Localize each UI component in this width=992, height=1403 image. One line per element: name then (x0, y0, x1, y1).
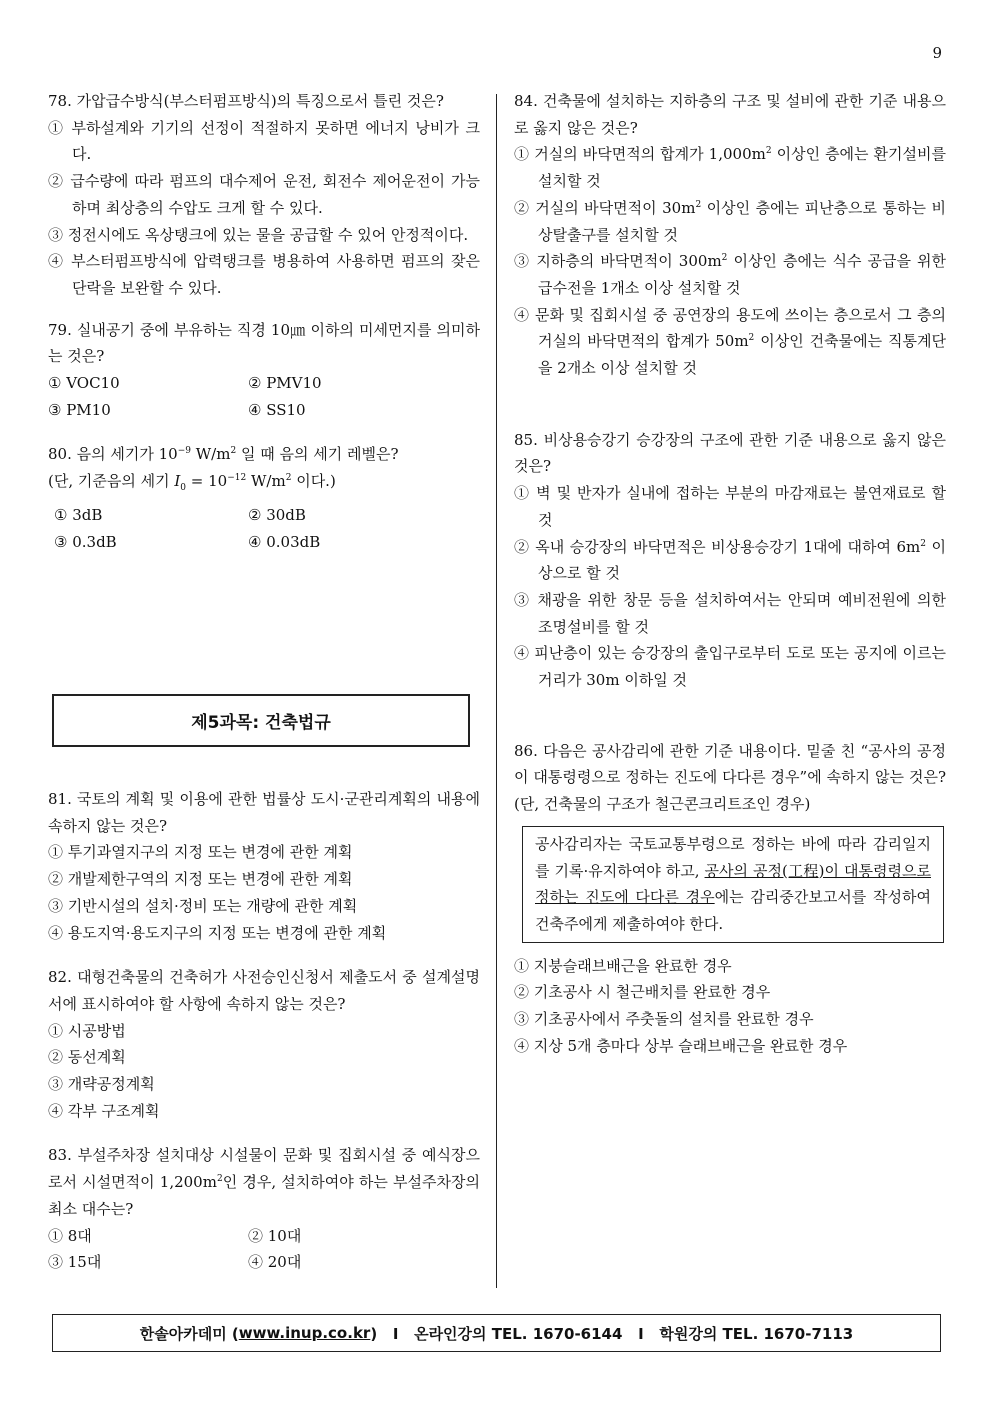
question-86 (514, 738, 946, 1060)
question-80-option-1: ① 3dB (54, 505, 103, 524)
question-82-option-2: ② 동선계획 (48, 1048, 126, 1067)
question-84 (514, 88, 946, 382)
question-79-option-2: ② PMV10 (248, 374, 322, 393)
question-86-option-4: ④ 지상 5개 층마다 상부 슬래브배근을 완료한 경우 (514, 1036, 848, 1055)
question-83-option-3: ③ 15대 (48, 1253, 102, 1272)
q84-o4-text: ④ 문화 및 집회시설 중 공연장의 용도에 쓰이는 층으로서 그 층의 거실의 바닥면적의 합계가 50m (514, 305, 946, 351)
question-83-option-4: ④ 20대 (248, 1253, 302, 1272)
subject-title-box: 제5과목: 건축법규 (52, 694, 470, 747)
q84-o1-text: ① 거실의 바닥면적의 합계가 1,000m (514, 145, 766, 164)
q80-intensity-symbol: I (174, 472, 181, 491)
question-82-option-4: ④ 각부 구조계획 (48, 1101, 160, 1120)
q84-o1-exponent: 2 (765, 146, 772, 157)
question-83-option-1: ① 8대 (48, 1226, 92, 1245)
question-78 (48, 88, 480, 302)
question-86-stem: 86. 다음은 공사감리에 관한 기준 내용이다. 밑줄 친 “공사의 공정이 대통령령으로 정하는 진도에 다다른 경우”에 속하지 않는 것은? (단, 건축물의 구조가 철근콘크리트조인 경우) (514, 741, 946, 814)
question-86-option-1: ① 지붕슬래브배근을 완료한 경우 (514, 956, 732, 975)
q84-o3-text: 이상인 층에는 식수 공급을 위한 급수전을 1개소 이상 설치할 것 (538, 252, 946, 297)
q86-box-underlined-text: 공사의 공정(工程)이 대통령령으로 정하는 진도에 다다른 경우 (535, 861, 931, 907)
question-82-stem: 82. 대형건축물의 건축허가 사전승인신청서 제출도서 중 설계설명서에 표시하여야 할 사항에 속하지 않는 것은? (48, 968, 480, 1013)
question-85 (514, 427, 946, 694)
question-80-option-3: ③ 0.3dB (54, 532, 117, 551)
q80-exponent: −9 (177, 446, 191, 457)
q83-stem-part: 83. 부설주차장 설치대상 시설물이 문화 및 집회시설 중 예식장으로서 시설면적이 1,200m (48, 1146, 480, 1192)
question-85-option-2 (514, 534, 946, 587)
q84-o1-text: 이상인 층에는 환기설비를 설치할 것 (538, 145, 946, 191)
q80-cond-part: 이다.) (291, 472, 336, 491)
q84-o2-text: 이상인 층에는 피난층으로 통하는 비상탈출구를 설치할 것 (538, 198, 946, 244)
question-84-option-2 (514, 195, 946, 248)
question-78-option-4: ④ 부스터펌프방식에 압력탱크를 병용하여 사용하면 펌프의 잦은 단락을 보완할 수 있다. (48, 252, 480, 297)
question-83-option-2: ② 10대 (248, 1226, 302, 1245)
q80-cond-unit: W/m (246, 472, 286, 491)
question-81-option-4: ④ 용도지역·용도지구의 지정 또는 변경에 관한 계획 (48, 923, 387, 942)
question-85-stem: 85. 비상용승강기 승강장의 구조에 관한 기준 내용으로 옳지 않은 것은? (514, 430, 946, 476)
question-81-option-1: ① 투기과열지구의 지정 또는 변경에 관한 계획 (48, 843, 353, 862)
footer-banner (52, 1314, 941, 1352)
question-79 (48, 317, 480, 424)
question-80-option-2: ② 30dB (248, 505, 306, 524)
question-78-stem: 78. 가압급수방식(부스터펌프방식)의 특징으로서 틀린 것은? (48, 92, 444, 110)
question-85-option-4: ④ 피난층이 있는 승강장의 출입구로부터 도로 또는 공지에 이르는 거리가 30m 이하일 것 (514, 644, 946, 690)
q84-o4-text: 이상인 건축물에는 직통계단을 2개소 이상 설치할 것 (538, 332, 946, 378)
question-79-option-3: ③ PM10 (48, 400, 111, 419)
left-column-lower (48, 786, 480, 1276)
question-81 (48, 786, 480, 946)
q83-stem-part: 인 경우, 설치하여야 하는 부설주차장의 최소 대수는? (48, 1173, 480, 1218)
question-79-option-1: ① VOC10 (48, 374, 120, 393)
question-83-options (48, 1223, 480, 1276)
question-86-option-2: ② 기초공사 시 철근배치를 완료한 경우 (514, 983, 771, 1002)
question-86-option-3: ③ 기초공사에서 주춧돌의 설치를 완료한 경우 (514, 1010, 814, 1029)
q80-unit: W/m (190, 445, 231, 464)
question-86-reference-box (522, 826, 944, 943)
left-column (48, 88, 480, 555)
question-84-stem: 84. 건축물에 설치하는 지하층의 구조 및 설비에 관한 기준 내용으로 옳지 않은 것은? (514, 92, 946, 137)
question-84-option-3 (514, 248, 946, 301)
q84-o3-exponent: 2 (721, 253, 728, 264)
footer-academy-name: 한솔아카데미 ( (139, 1324, 239, 1343)
question-82 (48, 964, 480, 1124)
question-80-condition (48, 468, 480, 502)
question-83-stem (48, 1142, 480, 1222)
page-number: 9 (932, 44, 942, 62)
question-79-options (48, 370, 480, 423)
q85-o2-exponent: 2 (920, 538, 926, 549)
question-80-option-4: ④ 0.03dB (248, 532, 321, 551)
q80-subscript: 0 (180, 483, 187, 494)
question-83 (48, 1142, 480, 1276)
column-divider (496, 94, 497, 1288)
question-84-option-1 (514, 141, 946, 194)
q84-o2-text: ② 거실의 바닥면적이 30m (514, 198, 696, 217)
question-82-option-1: ① 시공방법 (48, 1021, 126, 1040)
question-79-stem: 79. 실내공기 중에 부유하는 직경 10㎛ 이하의 미세먼지를 의미하는 것은? (48, 320, 480, 366)
q84-o4-exponent: 2 (748, 333, 755, 344)
question-78-option-1: ① 부하설계와 기기의 선정이 적절하지 못하면 에너지 낭비가 크다. (48, 118, 480, 164)
question-78-option-3: ③ 정전시에도 옥상탱크에 있는 물을 공급할 수 있어 안정적이다. (48, 225, 469, 244)
q85-o2-text: ② 옥내 승강장의 바닥면적은 비상용승강기 1대에 대하여 6m (514, 537, 921, 556)
question-81-stem: 81. 국토의 계획 및 이용에 관한 법률상 도시·군관리계획의 내용에 속하지 않는 것은? (48, 790, 480, 835)
q86-box-text: 공사감리자는 국토교통부령으로 정하는 바에 따라 감리일지를 기록·유지하여야 하고, (535, 834, 931, 880)
q84-o3-text: ③ 지하층의 바닥면적이 300m (514, 252, 722, 271)
question-80 (48, 441, 480, 555)
q80-cond-exponent: −12 (227, 473, 247, 484)
question-81-option-2: ② 개발제한구역의 지정 또는 변경에 관한 계획 (48, 870, 353, 889)
q80-cond-part: (단, 기준음의 세기 (48, 472, 175, 491)
question-84-option-4 (514, 302, 946, 382)
question-79-option-4: ④ SS10 (248, 400, 306, 419)
right-column (514, 88, 946, 1060)
footer-contact-info: ) I 온라인강의 TEL. 1670-6144 I 학원강의 TEL. 1670-7113 (370, 1324, 854, 1343)
q80-cond-unit-exponent: 2 (285, 473, 292, 484)
q80-stem-part: 80. 음의 세기가 10 (48, 445, 178, 464)
q84-o2-exponent: 2 (695, 199, 702, 210)
q80-cond-part: = 10 (186, 472, 228, 491)
q80-stem-part: 일 때 음의 세기 레벨은? (236, 445, 399, 464)
question-80-options (48, 502, 480, 555)
question-85-option-3: ③ 채광을 위한 창문 등을 설치하여서는 안되며 예비전원에 의한 조명설비를 할 것 (514, 590, 946, 636)
footer-url-link[interactable]: www.inup.co.kr (238, 1324, 371, 1342)
q86-box-text: 에는 감리중간보고서를 작성하여 건축주에게 제출하여야 한다. (535, 888, 931, 933)
q80-unit-exponent: 2 (230, 446, 237, 457)
question-85-option-1: ① 벽 및 반자가 실내에 접하는 부분의 마감재료는 불연재료로 할 것 (514, 484, 946, 529)
question-80-stem (48, 441, 480, 468)
question-82-option-3: ③ 개략공정계획 (48, 1075, 155, 1094)
question-78-option-2: ② 급수량에 따라 펌프의 대수제어 운전, 회전수 제어운전이 가능하며 최상층의 수압도 크게 할 수 있다. (48, 172, 480, 217)
q85-o2-text: 이상으로 할 것 (538, 537, 946, 583)
question-81-option-3: ③ 기반시설의 설치·정비 또는 개량에 관한 계획 (48, 896, 358, 915)
q83-unit-exponent: 2 (216, 1174, 223, 1185)
